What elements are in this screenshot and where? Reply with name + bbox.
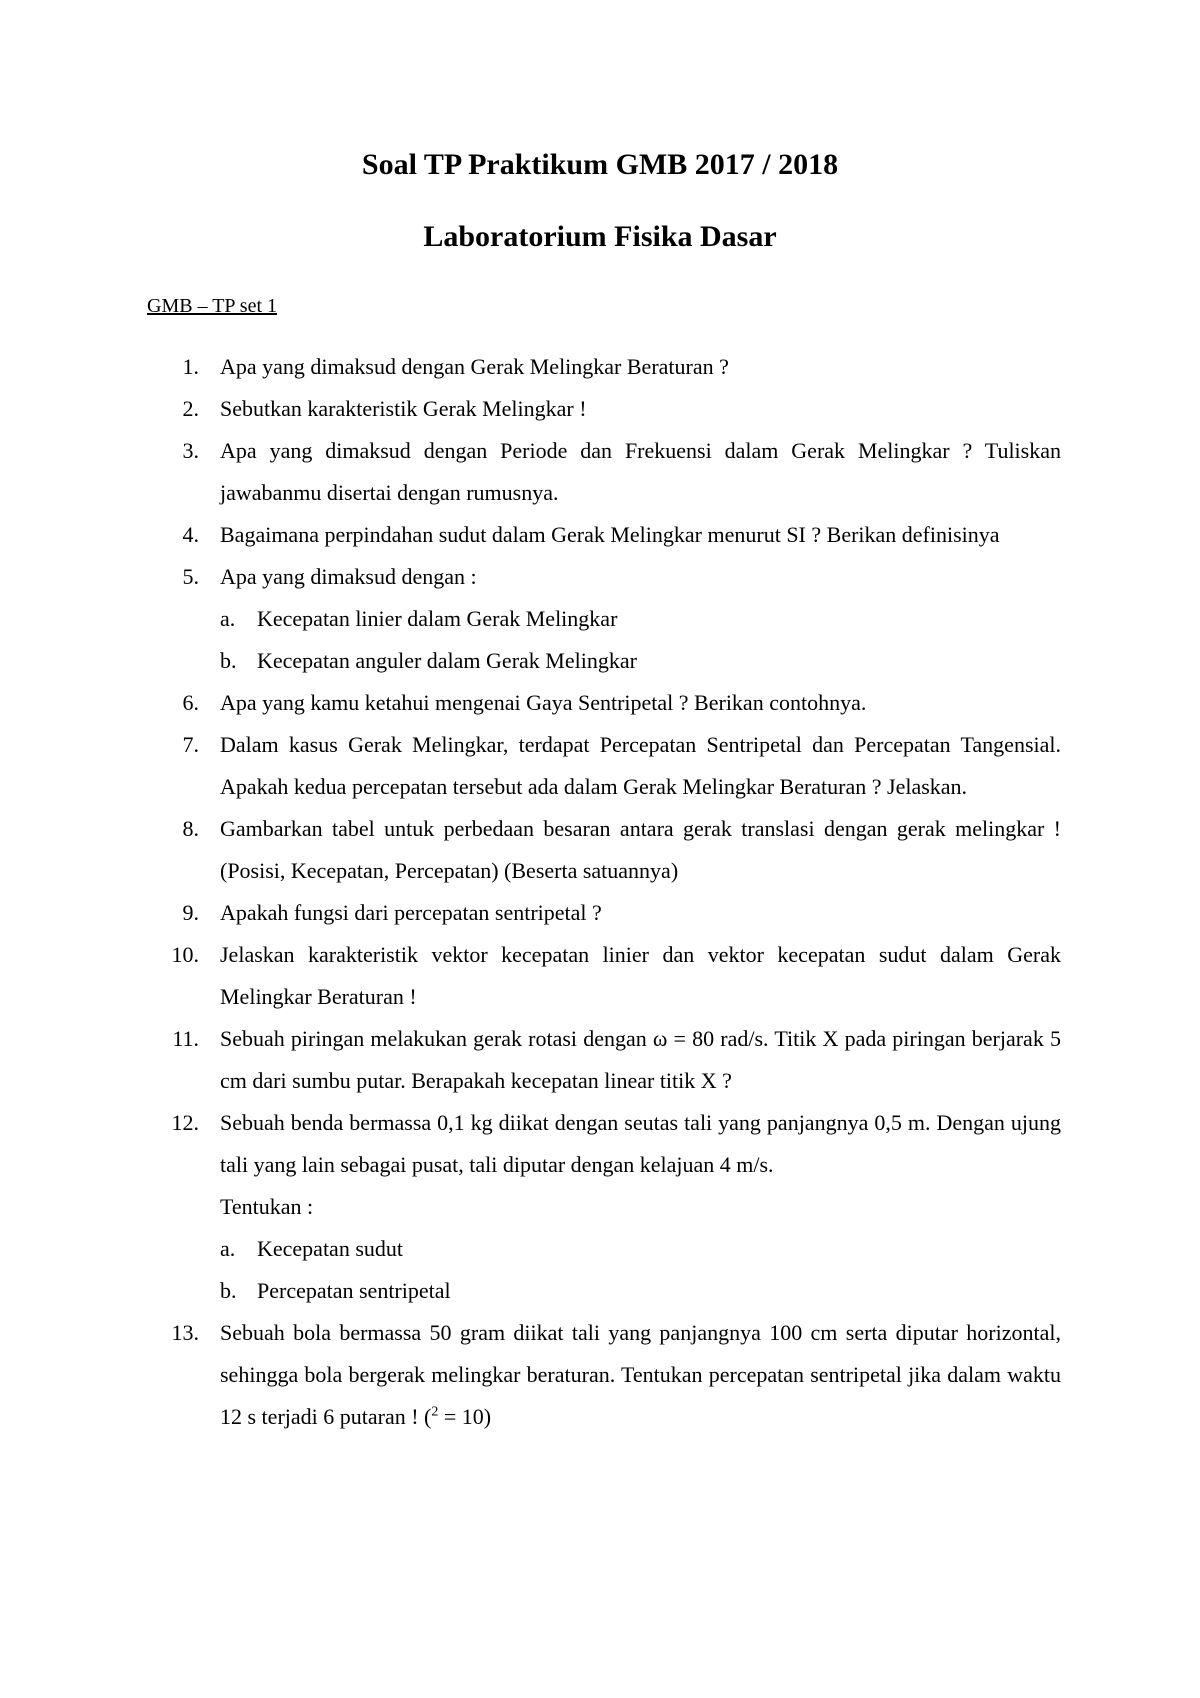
question-item xyxy=(147,1018,1061,1102)
document-title: Soal TP Praktikum GMB 2017 / 2018 xyxy=(361,148,839,181)
subquestion-item xyxy=(220,598,1061,640)
question-number: 10. xyxy=(171,942,199,967)
question-number: 1. xyxy=(182,354,199,379)
question-text: Jelaskan karakteristik vektor kecepatan linier dan vektor kecepatan sudut dalam Gerak Melingkar Beraturan ! xyxy=(220,942,1061,1009)
question-text: Gambarkan tabel untuk perbedaan besaran antara gerak translasi dengan gerak melingkar ! (Posisi, Kecepatan, Percepatan) (Beserta satuannya) xyxy=(220,816,1061,883)
question-item xyxy=(147,430,1061,514)
question-text-tail: = 10) xyxy=(438,1404,492,1429)
subquestion-list xyxy=(220,1228,1061,1312)
question-item xyxy=(147,556,1061,682)
question-text: Apakah fungsi dari percepatan sentripetal ? xyxy=(220,900,602,925)
question-item xyxy=(147,514,1061,556)
question-number: 13. xyxy=(171,1320,199,1345)
question-item xyxy=(147,1312,1061,1438)
question-number: 3. xyxy=(182,438,199,463)
subquestion-text: Kecepatan anguler dalam Gerak Melingkar xyxy=(257,648,637,673)
question-text: Apa yang dimaksud dengan Gerak Melingkar Beraturan ? xyxy=(220,354,729,379)
question-item xyxy=(147,388,1061,430)
question-text: Bagaimana perpindahan sudut dalam Gerak Melingkar menurut SI ? Berikan definisinya xyxy=(220,522,1000,547)
question-number: 7. xyxy=(182,732,199,757)
question-item xyxy=(147,808,1061,892)
subquestion-label: b. xyxy=(220,1278,237,1303)
subquestion-item xyxy=(220,1270,1061,1312)
question-list xyxy=(147,346,1061,1438)
question-item xyxy=(147,346,1061,388)
subquestion-label: a. xyxy=(220,1236,236,1261)
question-text: Apa yang dimaksud dengan Periode dan Frekuensi dalam Gerak Melingkar ? Tuliskan jawabanmu disertai dengan rumusnya. xyxy=(220,438,1061,505)
question-item xyxy=(147,892,1061,934)
question-number: 6. xyxy=(182,690,199,715)
question-number: 8. xyxy=(182,816,199,841)
question-item xyxy=(147,724,1061,808)
subquestion-text: Kecepatan sudut xyxy=(257,1236,403,1261)
question-number: 4. xyxy=(182,522,199,547)
question-item xyxy=(147,682,1061,724)
question-text: Apa yang kamu ketahui mengenai Gaya Sentripetal ? Berikan contohnya. xyxy=(220,690,867,715)
question-text: Sebuah piringan melakukan gerak rotasi dengan ω = 80 rad/s. Titik X pada piringan berjarak 5 cm dari sumbu putar. Berapakah kecepatan linear titik X ? xyxy=(220,1026,1061,1093)
subquestion-item xyxy=(220,1228,1061,1270)
subquestion-text: Kecepatan linier dalam Gerak Melingkar xyxy=(257,606,618,631)
question-text: Sebuah bola bermassa 50 gram diikat tali yang panjangnya 100 cm serta diputar horizontal, sehingga bola bergerak melingkar beraturan. Tentukan percepatan sentripetal jika dalam waktu 12 s terjadi 6 putaran ! ( xyxy=(220,1320,1061,1429)
subquestion-label: b. xyxy=(220,648,237,673)
document-subtitle: Laboratorium Fisika Dasar xyxy=(423,220,777,253)
question-number: 11. xyxy=(172,1026,199,1051)
question-instruction: Tentukan : xyxy=(220,1194,314,1219)
question-text: Dalam kasus Gerak Melingkar, terdapat Percepatan Sentripetal dan Percepatan Tangensial. Apakah kedua percepatan tersebut ada dalam Gerak Melingkar Beraturan ? Jelaskan. xyxy=(220,732,1061,799)
question-text: Sebuah benda bermassa 0,1 kg diikat dengan seutas tali yang panjangnya 0,5 m. Dengan ujung tali yang lain sebagai pusat, tali diputar dengan kelajuan 4 m/s. xyxy=(220,1110,1061,1177)
set-label: GMB – TP set 1 xyxy=(147,295,278,317)
question-number: 5. xyxy=(182,564,199,589)
subquestion-text: Percepatan sentripetal xyxy=(257,1278,451,1303)
question-number: 9. xyxy=(182,900,199,925)
question-text: Apa yang dimaksud dengan : xyxy=(220,564,477,589)
question-item xyxy=(147,1102,1061,1312)
question-number: 2. xyxy=(182,396,199,421)
superscript-exponent: 2 xyxy=(431,1404,439,1420)
subquestion-list xyxy=(220,598,1061,682)
subquestion-item xyxy=(220,640,1061,682)
question-text: Sebutkan karakteristik Gerak Melingkar ! xyxy=(220,396,587,421)
subquestion-label: a. xyxy=(220,606,236,631)
question-number: 12. xyxy=(171,1110,199,1135)
question-item xyxy=(147,934,1061,1018)
